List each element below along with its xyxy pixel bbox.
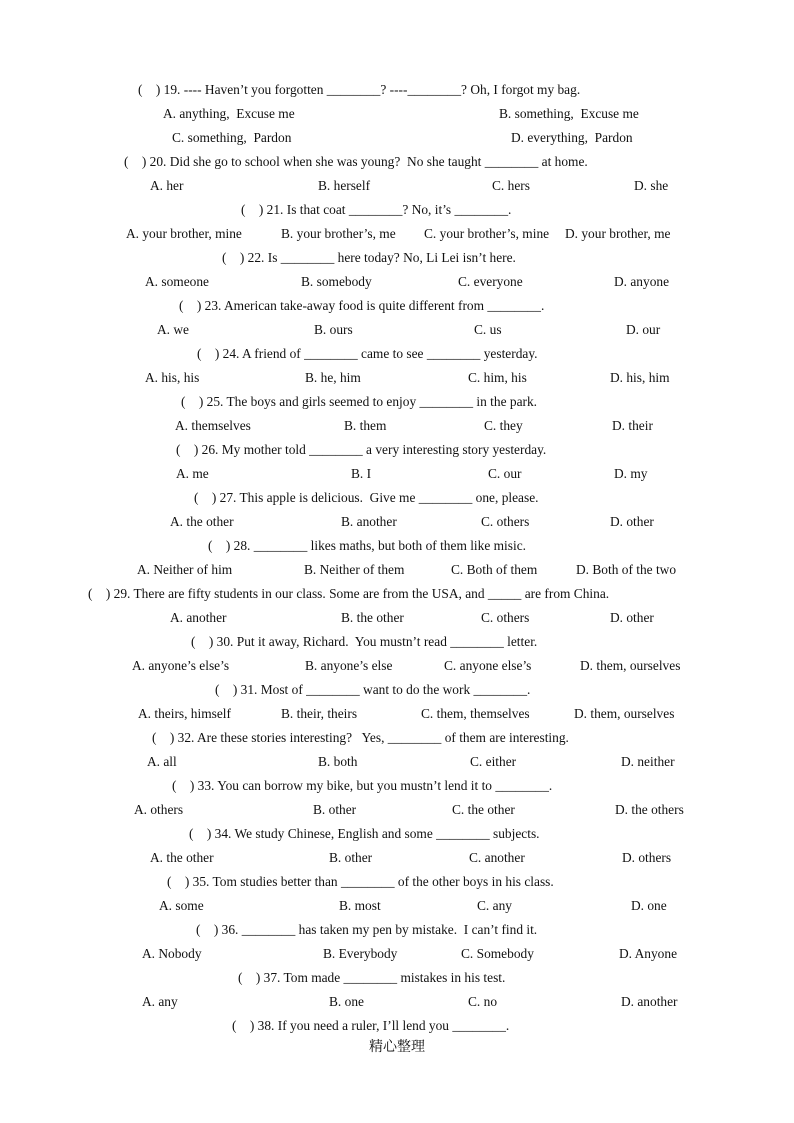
question-stem: ( ) 38. If you need a ruler, I’ll lend you ________. [232, 1018, 510, 1033]
option-b: B. other [329, 850, 373, 865]
question-stem: ( ) 27. This apple is delicious. Give me ________ one, please. [194, 490, 539, 505]
option-d: D. others [622, 850, 672, 865]
option-c: C. others [481, 514, 530, 529]
option-d: D. other [610, 610, 654, 625]
question-stem: ( ) 29. There are fifty students in our class. Some are from the USA, and _____ are from China. [88, 586, 610, 601]
option-b: B. their, theirs [281, 706, 358, 721]
option-a: A. your brother, mine [126, 226, 242, 241]
option-b: B. something, Excuse me [499, 106, 639, 121]
question-stem: ( ) 26. My mother told ________ a very interesting story yesterday. [176, 442, 547, 457]
question-stem: ( ) 25. The boys and girls seemed to enjoy ________ in the park. [181, 394, 538, 409]
option-a: A. anyone’s else’s [132, 658, 230, 673]
option-d: D. them, ourselves [574, 706, 675, 721]
option-a: A. Nobody [142, 946, 202, 961]
option-a: A. anything, Excuse me [163, 106, 295, 121]
option-c: C. others [481, 610, 530, 625]
option-b: B. one [329, 994, 364, 1009]
option-a: A. the other [170, 514, 234, 529]
option-a: A. others [134, 802, 184, 817]
option-d: D. their [612, 418, 653, 433]
option-c: C. Somebody [461, 946, 534, 961]
option-c: C. anyone else’s [444, 658, 532, 673]
question-stem: ( ) 37. Tom made ________ mistakes in his test. [238, 970, 506, 985]
option-b: B. somebody [301, 274, 372, 289]
option-a: A. me [176, 466, 209, 481]
option-a: A. any [142, 994, 178, 1009]
question-stem: ( ) 28. ________ likes maths, but both of them like misic. [208, 538, 526, 553]
question-stem: ( ) 20. Did she go to school when she was young? No she taught ________ at home. [124, 154, 588, 169]
option-c: C. no [468, 994, 498, 1009]
option-b: B. them [344, 418, 387, 433]
option-d: D. one [631, 898, 667, 913]
option-c: C. hers [492, 178, 530, 193]
option-d: D. our [626, 322, 661, 337]
option-c: C. something, Pardon [172, 130, 292, 145]
question-stem: ( ) 21. Is that coat ________? No, it’s ________. [241, 202, 512, 217]
option-c: C. your brother’s, mine [424, 226, 550, 241]
option-c: C. any [477, 898, 512, 913]
question-stem: ( ) 24. A friend of ________ came to see ________ yesterday. [197, 346, 538, 361]
option-b: B. Everybody [323, 946, 398, 961]
option-d: D. Both of the two [576, 562, 677, 577]
option-d: D. the others [615, 802, 684, 817]
question-stem: ( ) 19. ---- Haven’t you forgotten ________? ----________? Oh, I forgot my bag. [138, 82, 581, 97]
option-d: D. them, ourselves [580, 658, 681, 673]
option-a: A. another [170, 610, 227, 625]
option-a: A. all [147, 754, 177, 769]
question-stem: ( ) 30. Put it away, Richard. You mustn’t read ________ letter. [191, 634, 538, 649]
option-c: C. us [474, 322, 502, 337]
option-a: A. his, his [145, 370, 200, 385]
option-a: A. themselves [175, 418, 251, 433]
question-stem: ( ) 23. American take-away food is quite different from ________. [179, 298, 545, 313]
question-stem: ( ) 31. Most of ________ want to do the work ________. [215, 682, 531, 697]
option-b: B. he, him [305, 370, 361, 385]
question-stem: ( ) 33. You can borrow my bike, but you mustn’t lend it to ________. [172, 778, 553, 793]
question-stem: ( ) 35. Tom studies better than ________ of the other boys in his class. [167, 874, 554, 889]
option-c: C. Both of them [451, 562, 538, 577]
option-d: D. she [634, 178, 669, 193]
option-a: A. Neither of him [137, 562, 233, 577]
option-b: B. Neither of them [304, 562, 405, 577]
option-d: D. anyone [614, 274, 670, 289]
option-b: B. your brother’s, me [281, 226, 396, 241]
question-stem: ( ) 34. We study Chinese, English and some ________ subjects. [189, 826, 540, 841]
option-b: B. another [341, 514, 397, 529]
option-b: B. most [339, 898, 381, 913]
option-a: A. we [157, 322, 189, 337]
page-footer: 精心整理 [369, 1039, 425, 1055]
option-c: C. our [488, 466, 522, 481]
option-c: C. either [470, 754, 517, 769]
option-a: A. her [150, 178, 184, 193]
option-b: B. ours [314, 322, 353, 337]
option-c: C. them, themselves [421, 706, 530, 721]
option-c: C. him, his [468, 370, 527, 385]
option-a: A. some [159, 898, 204, 913]
option-c: C. everyone [458, 274, 523, 289]
option-d: D. neither [621, 754, 675, 769]
option-b: B. I [351, 466, 372, 481]
option-d: D. his, him [610, 370, 670, 385]
question-stem: ( ) 22. Is ________ here today? No, Li Lei isn’t here. [222, 250, 516, 265]
question-stem: ( ) 36. ________ has taken my pen by mistake. I can’t find it. [196, 922, 538, 937]
option-a: A. theirs, himself [138, 706, 231, 721]
option-b: B. anyone’s else [305, 658, 393, 673]
option-c: C. another [469, 850, 525, 865]
option-d: D. another [621, 994, 678, 1009]
option-d: D. my [614, 466, 648, 481]
option-c: C. the other [452, 802, 515, 817]
option-a: A. someone [145, 274, 209, 289]
option-d: D. Anyone [619, 946, 678, 961]
option-a: A. the other [150, 850, 214, 865]
option-b: B. other [313, 802, 357, 817]
option-d: D. your brother, me [565, 226, 671, 241]
option-b: B. the other [341, 610, 404, 625]
question-stem: ( ) 32. Are these stories interesting? Yes, ________ of them are interesting. [152, 730, 569, 745]
option-d: D. everything, Pardon [511, 130, 633, 145]
option-b: B. both [318, 754, 358, 769]
option-b: B. herself [318, 178, 371, 193]
option-c: C. they [484, 418, 523, 433]
option-d: D. other [610, 514, 654, 529]
